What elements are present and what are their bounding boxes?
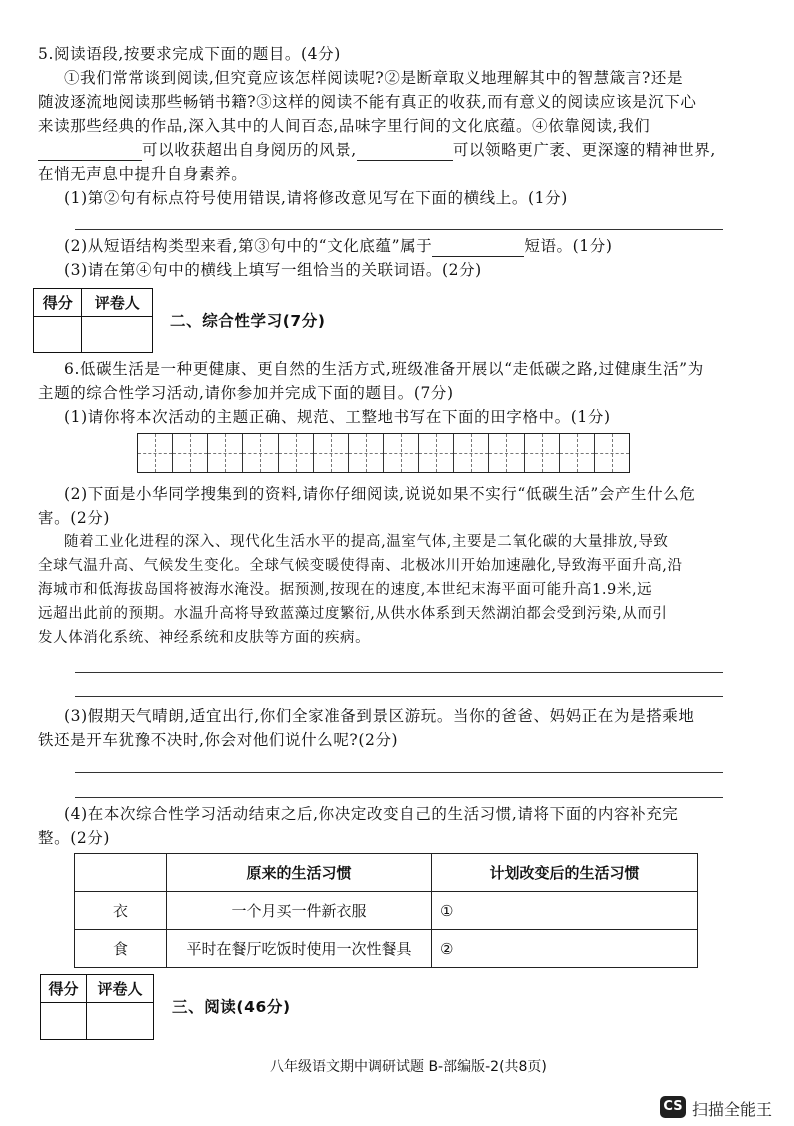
material-line: 全球气温升高、气候发生变化。全球气候变暖使得南、北极冰川开始加速融化,导致海平面升高,沿 (38, 558, 683, 574)
section-heading: 三、阅读(46分) (172, 998, 291, 1016)
answer-blank[interactable] (38, 142, 142, 161)
grader-label: 评卷人 (87, 975, 154, 1003)
section-heading: 二、综合性学习(7分) (170, 312, 326, 330)
material-line: 海城市和低海拔岛国将被海水淹没。据预测,按现在的速度,本世纪末海平面可能升高1.9米,远 (38, 582, 653, 598)
answer-line[interactable] (75, 772, 723, 773)
camscanner-logo-icon: CS (660, 1096, 686, 1118)
answer-line[interactable] (75, 229, 723, 230)
planned-habit-cell[interactable]: ① (432, 892, 698, 930)
q5-sub3: (3)请在第④句中的横线上填写一组恰当的关联词语。(2分) (64, 261, 482, 279)
q6-intro: 6.低碳生活是一种更健康、更自然的生活方式,班级准备开展以“走低碳之路,过健康生活”为 (64, 360, 704, 378)
q6-sub2: (2)下面是小华同学搜集到的资料,请你仔细阅读,说说如果不实行“低碳生活”会产生什么危 (64, 485, 696, 503)
planned-habit-cell[interactable]: ② (432, 930, 698, 968)
score-cell[interactable] (41, 1003, 87, 1040)
q5-title: 5.阅读语段,按要求完成下面的题目。(4分) (38, 45, 341, 63)
q5-sub2: (2)从短语结构类型来看,第③句中的“文化底蕴”属于 短语。(1分) (64, 237, 613, 255)
q6-sub2: 害。(2分) (38, 509, 111, 527)
q5-passage-line: 在悄无声息中提升自身素养。 (38, 165, 248, 183)
grader-cell[interactable] (87, 1003, 154, 1040)
q5-passage-line: 可以收获超出自身阅历的风景, 可以领略更广袤、更深邃的精神世界, (38, 139, 716, 161)
table-header: 计划改变后的生活习惯 (432, 854, 698, 892)
material-line: 发人体消化系统、神经系统和皮肤等方面的疾病。 (38, 630, 371, 646)
answer-blank[interactable] (432, 238, 524, 257)
q5-passage-line: 随波逐流地阅读那些畅销书籍?③这样的阅读不能有真正的收获,而有意义的阅读应该是沉下心 (38, 93, 697, 111)
score-cell[interactable] (34, 317, 82, 353)
table-header: 原来的生活习惯 (167, 854, 432, 892)
q6-intro: 主题的综合性学习活动,请你参加并完成下面的题目。(7分) (38, 384, 454, 402)
q5-sub1: (1)第②句有标点符号使用错误,请将修改意见写在下面的横线上。(1分) (64, 189, 568, 207)
row-label: 衣 (75, 892, 167, 930)
q5-passage-line: ①我们常常谈到阅读,但究竟应该怎样阅读呢?②是断章取义地理解其中的智慧箴言?还是 (64, 69, 684, 87)
score-label: 得分 (41, 975, 87, 1003)
answer-line[interactable] (75, 672, 723, 673)
tianzige-grid[interactable] (137, 433, 630, 473)
grader-label: 评卷人 (82, 289, 153, 317)
q6-sub3: (3)假期天气晴朗,适宜出行,你们全家准备到景区游玩。当你的爸爸、妈妈正在为是搭乘地 (64, 707, 695, 725)
material-line: 远超出此前的预期。水温升高将导致蓝藻过度繁衍,从供水体系到天然湖泊都会受到污染,从而引 (38, 606, 668, 622)
q5-passage-line: 来读那些经典的作品,深入其中的人间百态,品味字里行间的文化底蕴。④依靠阅读,我们 (38, 117, 651, 135)
answer-blank[interactable] (357, 142, 453, 161)
q6-sub1: (1)请你将本次活动的主题正确、规范、工整地书写在下面的田字格中。(1分) (64, 408, 611, 426)
row-label: 食 (75, 930, 167, 968)
original-habit: 平时在餐厅吃饭时使用一次性餐具 (167, 930, 432, 968)
score-label: 得分 (34, 289, 82, 317)
table-row (75, 892, 698, 930)
scanner-watermark: 扫描全能王 (692, 1100, 773, 1119)
answer-line[interactable] (75, 797, 723, 798)
table-row (75, 930, 698, 968)
answer-line[interactable] (75, 696, 723, 697)
q6-sub4: (4)在本次综合性学习活动结束之后,你决定改变自己的生活习惯,请将下面的内容补充完 (64, 805, 679, 823)
score-box (33, 288, 153, 353)
q6-sub4: 整。(2分) (38, 829, 111, 847)
material-line: 随着工业化进程的深入、现代化生活水平的提高,温室气体,主要是二氧化碳的大量排放,导致 (64, 534, 669, 550)
q6-sub3: 铁还是开车犹豫不决时,你会对他们说什么呢?(2分) (38, 731, 399, 749)
original-habit: 一个月买一件新衣服 (167, 892, 432, 930)
habits-table (74, 853, 698, 968)
grader-cell[interactable] (82, 317, 153, 353)
page-footer: 八年级语文期中调研试题 B-部编版-2(共8页) (270, 1059, 547, 1075)
score-box (40, 974, 154, 1040)
table-header (75, 854, 167, 892)
